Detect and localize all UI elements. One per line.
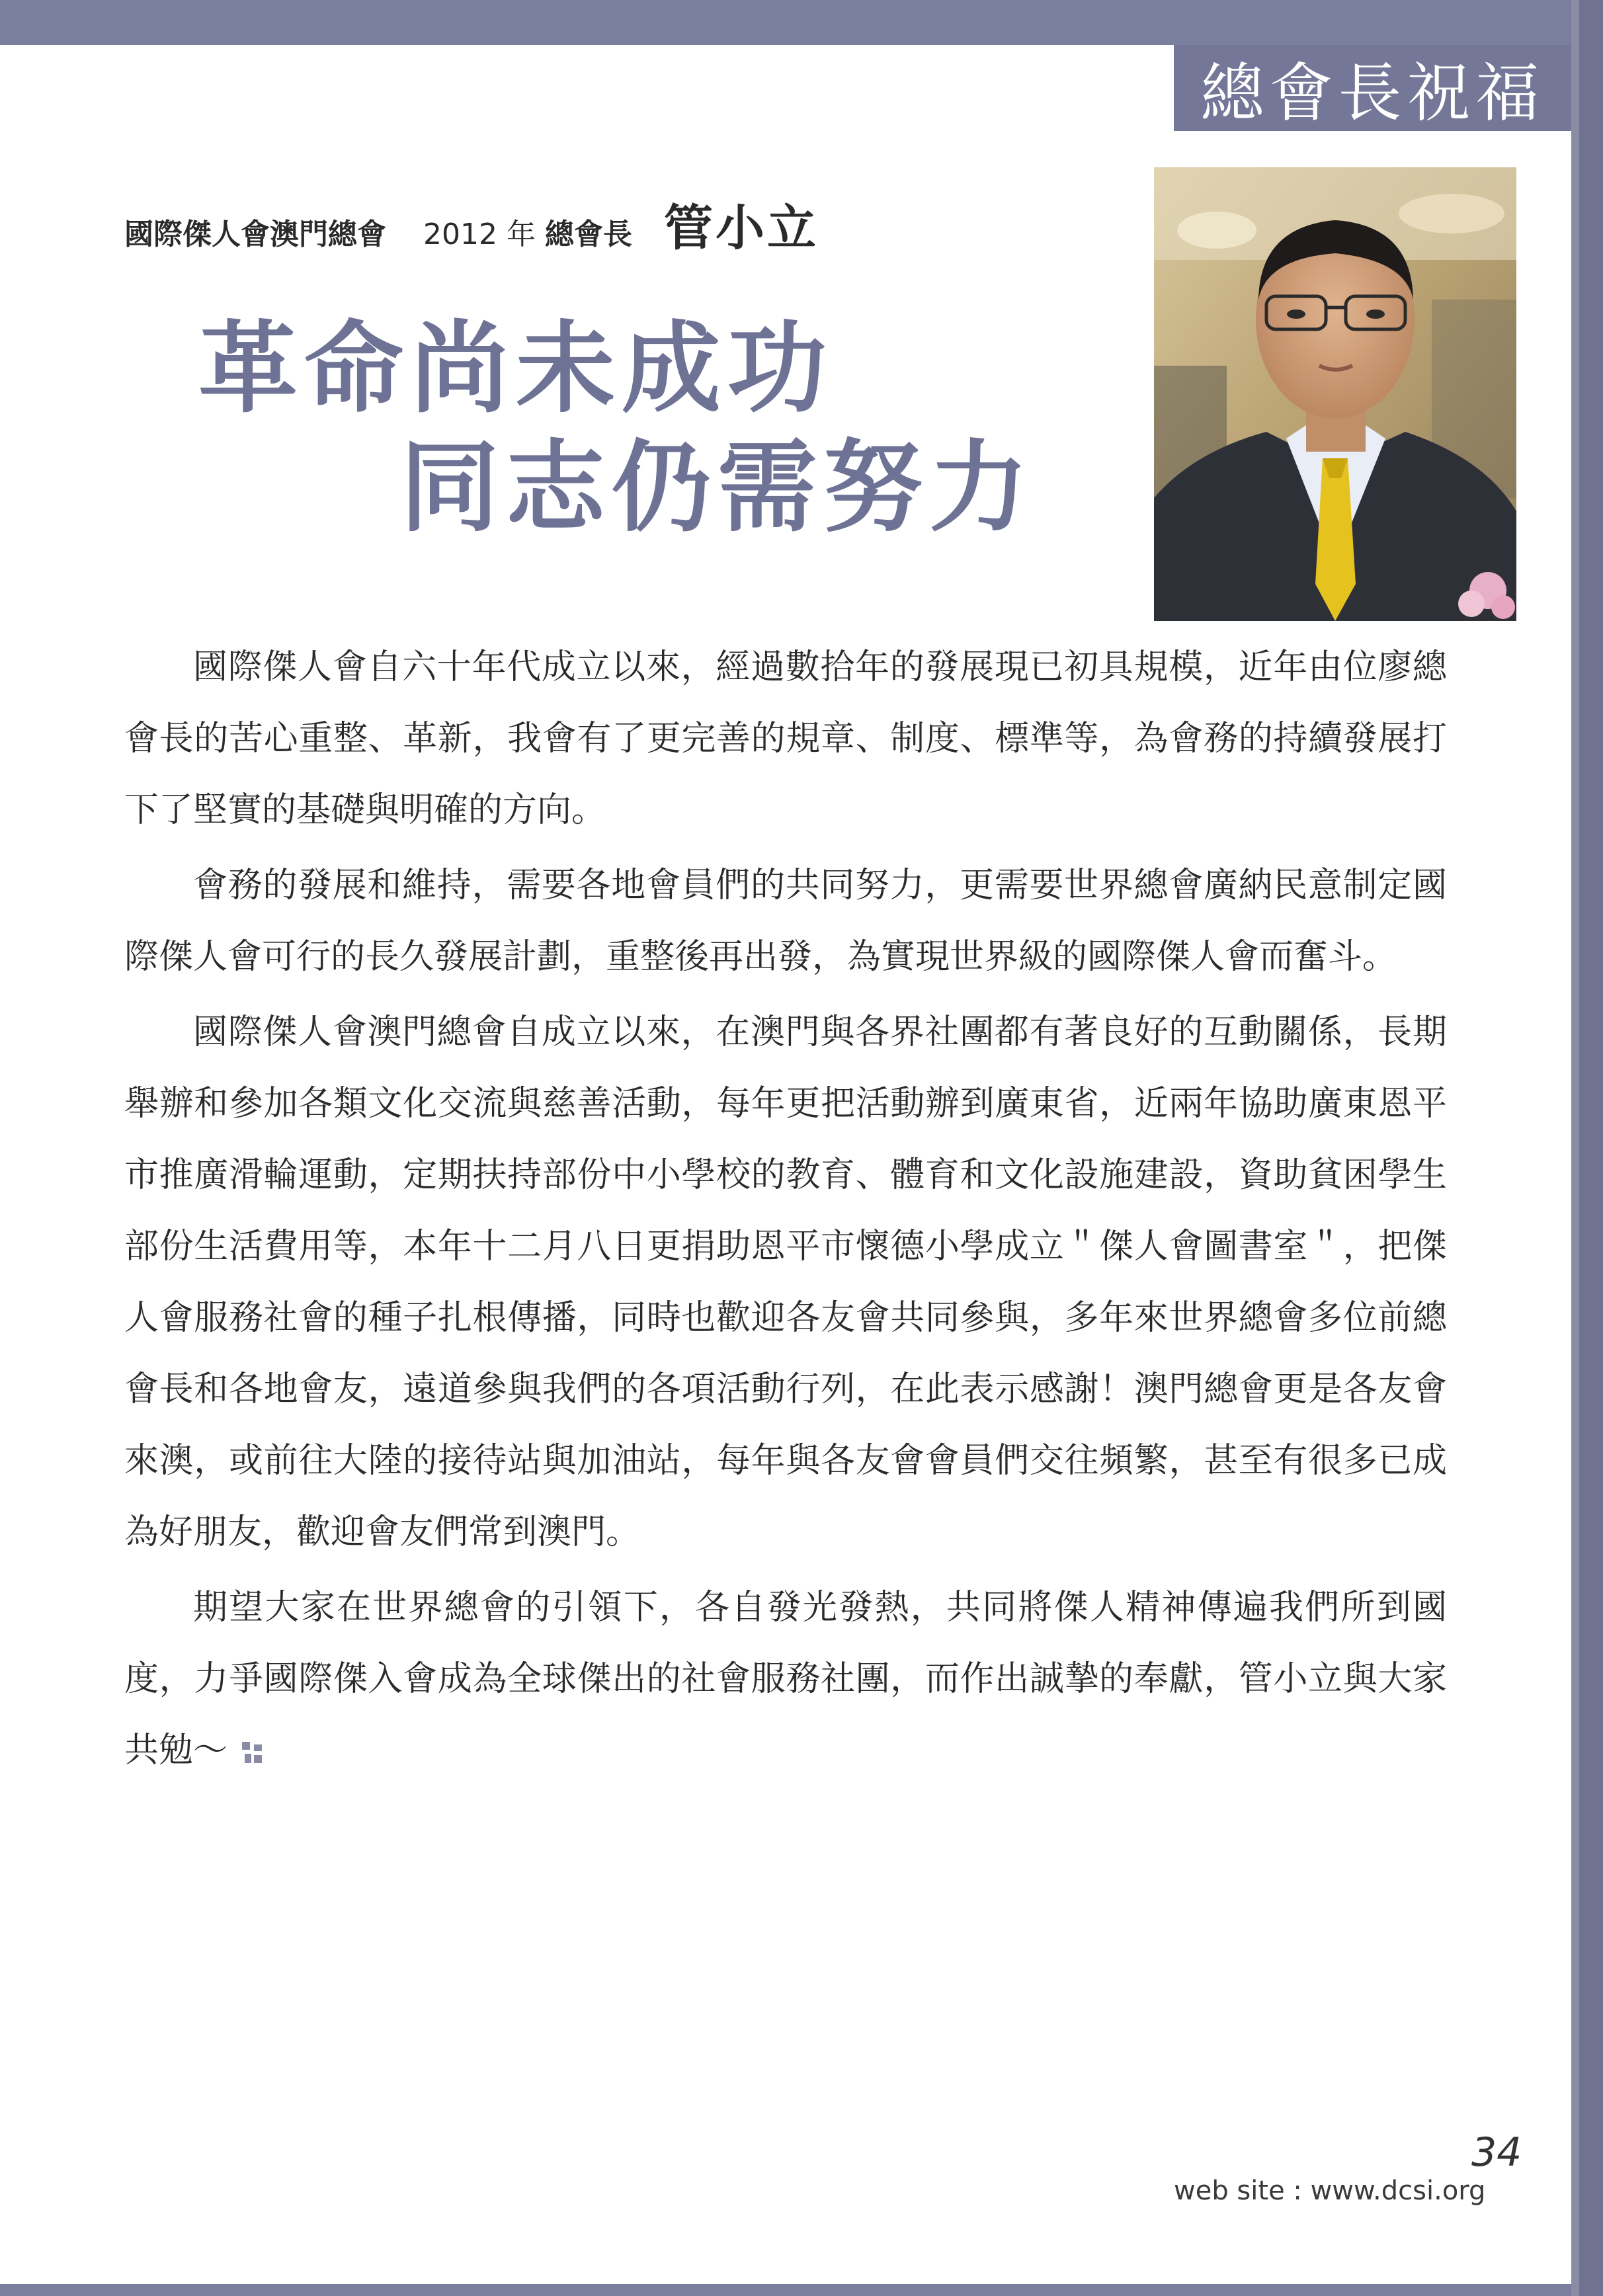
website-footer: web site : www.dcsi.org xyxy=(1174,2176,1486,2206)
byline-role: 總會長 xyxy=(544,218,632,251)
headline-line-2: 同志仍需努力 xyxy=(400,429,1036,546)
end-mark-icon xyxy=(242,1742,262,1764)
article-paragraph-3: 國際傑人會澳門總會自成立以來，在澳門與各界社團都有著良好的互動關係，長期舉辦和參加各類文化交流與慈善活動，每年更把活動辦到廣東省，近兩年協助廣東恩平市推廣滑輪運動，定期扶持部份中小學校的教育、體育和文化設施建設，資助貧困學生部份生活費用等，本年十二月八日更捐助恩平市懷德小學成立＂傑人會圖書室＂，把傑人會服務社會的種子扎根傳播，同時也歡迎各友會共同參與，多年來世界總會多位前總會長和各地會友，遠道參與我們的各項活動行列，在此表示感謝！澳門總會更是各友會來澳，或前往大陸的接待站與加油站，每年與各友會會員們交往頻繁，甚至有很多已成為好朋友，歡迎會友們常到澳門。 xyxy=(124,1012,1447,1552)
page-number: 34 xyxy=(1471,2129,1522,2176)
article-body xyxy=(124,632,1447,1790)
article-paragraph-4-text: 期望大家在世界總會的引領下，各自發光發熱，共同將傑人精神傳遍我們所到國度，力爭國際傑入會成為全球傑出的社會服務社團，而作出誠摯的奉獻，管小立與大家共勉～ xyxy=(124,1588,1447,1770)
headline-line-1: 革命尚未成功 xyxy=(198,310,834,427)
byline-year: 2012 年 xyxy=(423,218,536,251)
page-edge-band-inner xyxy=(1579,0,1603,2296)
byline-organization: 國際傑人會澳門總會 xyxy=(124,218,386,251)
article-paragraph-4 xyxy=(124,1572,1447,1786)
section-tab: 總會長祝福 xyxy=(1174,45,1571,131)
article-paragraph-2: 會務的發展和維持，需要各地會員們的共同努力，更需要世界總會廣納民意制定國際傑人會可行的長久發展計劃，重整後再出發，為實現世界級的國際傑人會而奮斗。 xyxy=(124,866,1447,977)
byline xyxy=(124,186,819,257)
article-paragraph-1: 國際傑人會自六十年代成立以來，經過數拾年的發展現已初具規模，近年由位廖總會長的苦心重整、革新，我會有了更完善的規章、制度、標準等，為會務的持續發展打下了堅實的基礎與明確的方向。 xyxy=(124,647,1447,830)
portrait-photo xyxy=(1154,167,1516,621)
byline-author-name: 管小立 xyxy=(663,200,819,257)
